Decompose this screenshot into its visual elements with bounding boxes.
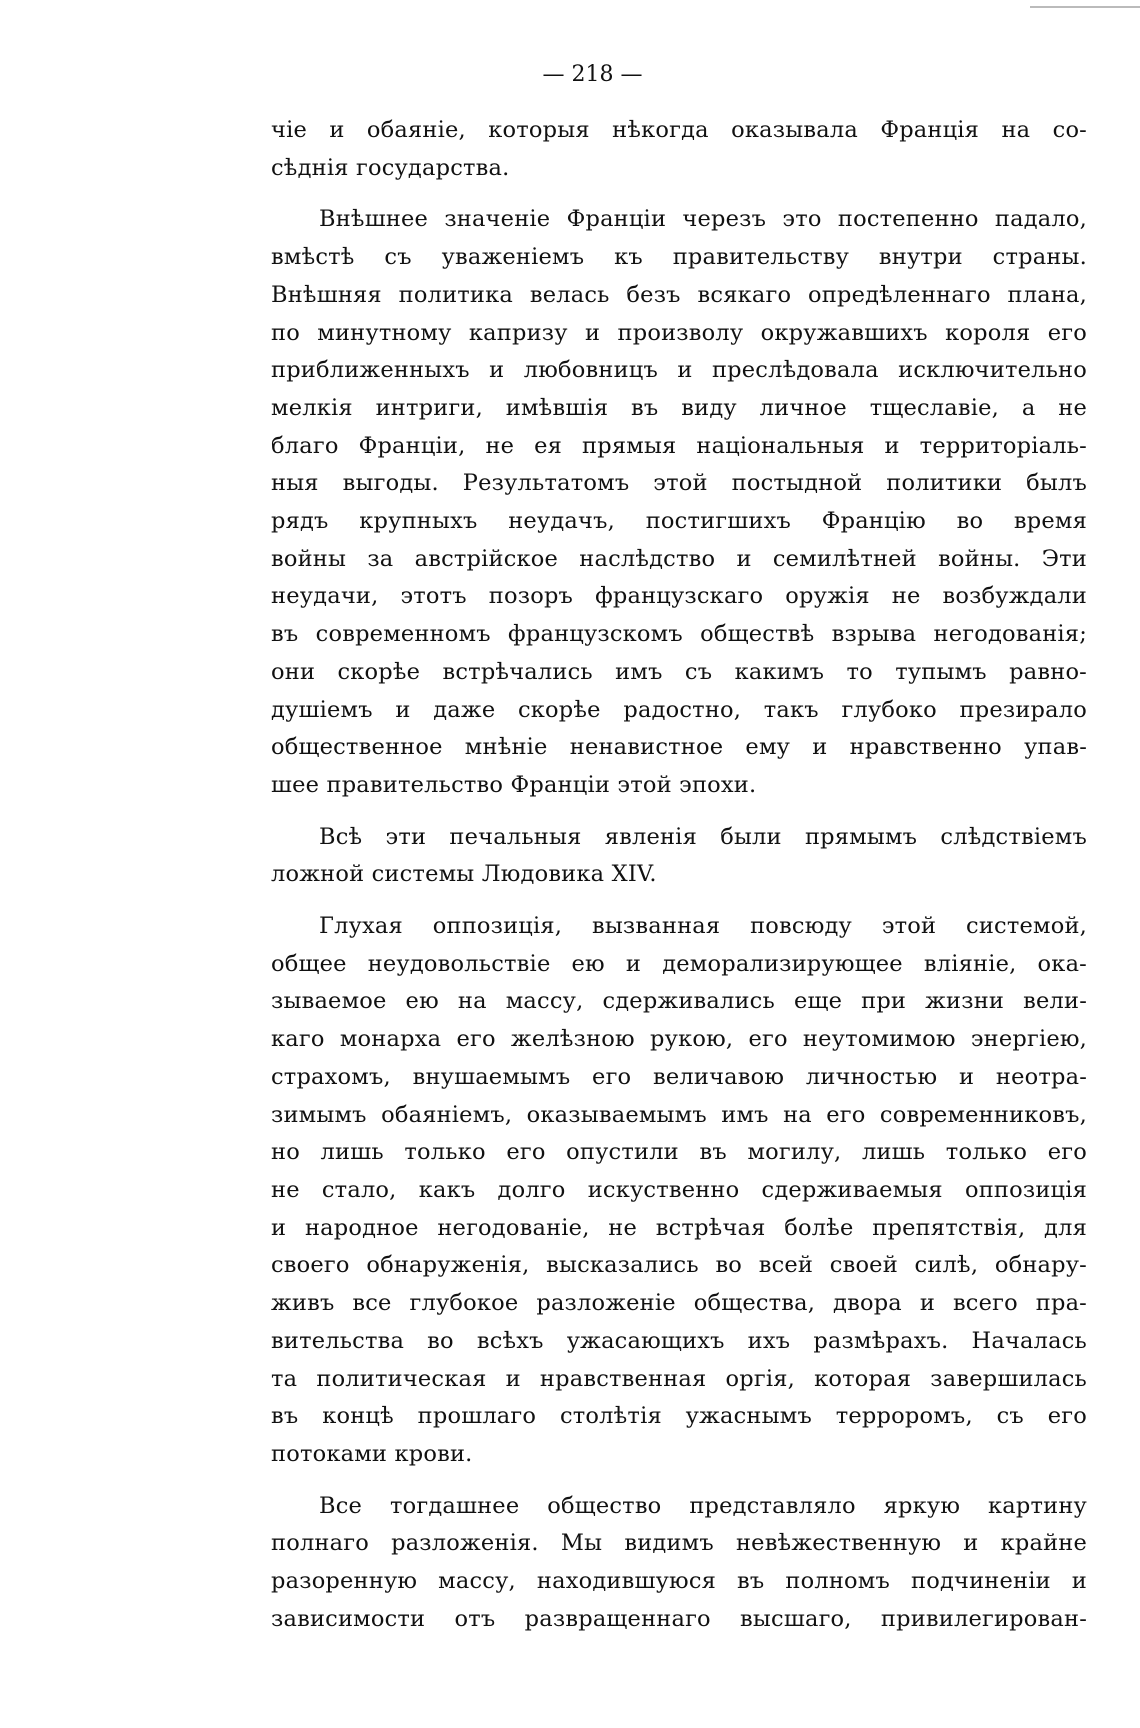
text-line: въ современномъ французскомъ обществѣ взрыва негодованія; <box>271 621 1087 648</box>
paragraph-foreign-policy <box>271 201 1087 804</box>
text-line: приближенныхъ и любовницъ и преслѣдовала исключительно <box>271 357 1087 384</box>
text-line: та политическая и нравственная оргія, которая завершилась <box>271 1365 1087 1392</box>
text-line: войны за австрійское наслѣдство и семилѣтней войны. Эти <box>271 545 1087 572</box>
text-line: потоками крови. <box>271 1440 473 1467</box>
text-line: Глухая оппозиція, вызванная повсюду этой системой, <box>319 913 1087 940</box>
text-line: душіемъ и даже скорѣе радостно, такъ глубоко презирало <box>271 696 1087 723</box>
paragraph-continuation <box>271 112 1087 187</box>
text-line: не стало, какъ долго искуственно сдерживаемыя оппозиція <box>271 1176 1087 1203</box>
text-line: благо Франціи, не ея прямыя національныя и территоріаль- <box>271 432 1087 459</box>
text-line: чіе и обаяніе, которыя нѣкогда оказывала Франція на со- <box>271 117 1087 143</box>
text-line: Внѣшняя политика велась безъ всякаго опредѣленнаго плана, <box>271 281 1087 308</box>
text-line: и народное негодованіе, не встрѣчая болѣе препятствія, для <box>271 1214 1087 1241</box>
paragraph-opposition <box>271 908 1087 1474</box>
paragraph-louis-xiv <box>271 819 1087 894</box>
text-line: Внѣшнее значеніе Франціи черезъ это постепенно падало, <box>319 206 1087 233</box>
text-line: полнаго разложенія. Мы видимъ невѣжественную и крайне <box>271 1530 1087 1557</box>
text-line: неудачи, этотъ позоръ французскаго оружія не возбуждали <box>271 583 1087 610</box>
text-line: по минутному капризу и произволу окружавшихъ короля его <box>271 319 1087 346</box>
text-line: рядъ крупныхъ неудачъ, постигшихъ Францію во время <box>271 508 1087 535</box>
text-line: Всѣ эти печальныя явленія были прямымъ слѣдствіемъ <box>319 823 1087 850</box>
body-text <box>271 112 1087 1638</box>
text-line: каго монарха его желѣзною рукою, его неутомимою энергіею, <box>271 1026 1087 1053</box>
text-line: общее неудовольствіе ею и деморализирующее вліяніе, ока- <box>271 950 1087 977</box>
text-line: вмѣстѣ съ уваженіемъ къ правительству внутри страны. <box>271 244 1087 271</box>
page-number: — 218 — <box>542 62 643 87</box>
text-line: ложной системы Людовика XIV. <box>271 861 657 888</box>
text-line: вительства во всѣхъ ужасающихъ ихъ размѣрахъ. Началась <box>271 1327 1087 1354</box>
text-line: своего обнаруженія, высказались во всей своей силѣ, обнару- <box>271 1252 1087 1279</box>
text-line: они скорѣе встрѣчались имъ съ какимъ то тупымъ равно- <box>271 658 1087 685</box>
text-line: но лишь только его опустили въ могилу, лишь только его <box>271 1139 1087 1166</box>
text-line: зываемое ею на массу, сдерживались еще при жизни вели- <box>271 988 1087 1015</box>
text-line: въ концѣ прошлаго столѣтія ужаснымъ терроромъ, съ его <box>271 1403 1087 1430</box>
text-line: мелкія интриги, имѣвшія въ виду личное тщеславіе, а не <box>271 394 1087 421</box>
text-line: зависимости отъ развращеннаго высшаго, привилегирован- <box>271 1605 1087 1632</box>
text-line: зимымъ обаяніемъ, оказываемымъ имъ на его современниковъ, <box>271 1101 1087 1128</box>
scan-edge-mark <box>1030 6 1140 8</box>
text-line: живъ все глубокое разложеніе общества, двора и всего пра- <box>271 1290 1087 1317</box>
text-line: разоренную массу, находившуюся въ полномъ подчиненіи и <box>271 1568 1087 1595</box>
text-line: Все тогдашнее общество представляло яркую картину <box>319 1492 1087 1519</box>
text-line: шее правительство Франціи этой эпохи. <box>271 771 757 798</box>
text-line: ныя выгоды. Результатомъ этой постыдной политики былъ <box>271 470 1087 497</box>
text-line: общественное мнѣніе ненавистное ему и нравственно упав- <box>271 734 1087 761</box>
paragraph-society <box>271 1488 1087 1639</box>
text-line: сѣднія государства. <box>271 154 510 181</box>
text-line: страхомъ, внушаемымъ его величавою личностью и неотра- <box>271 1063 1087 1090</box>
